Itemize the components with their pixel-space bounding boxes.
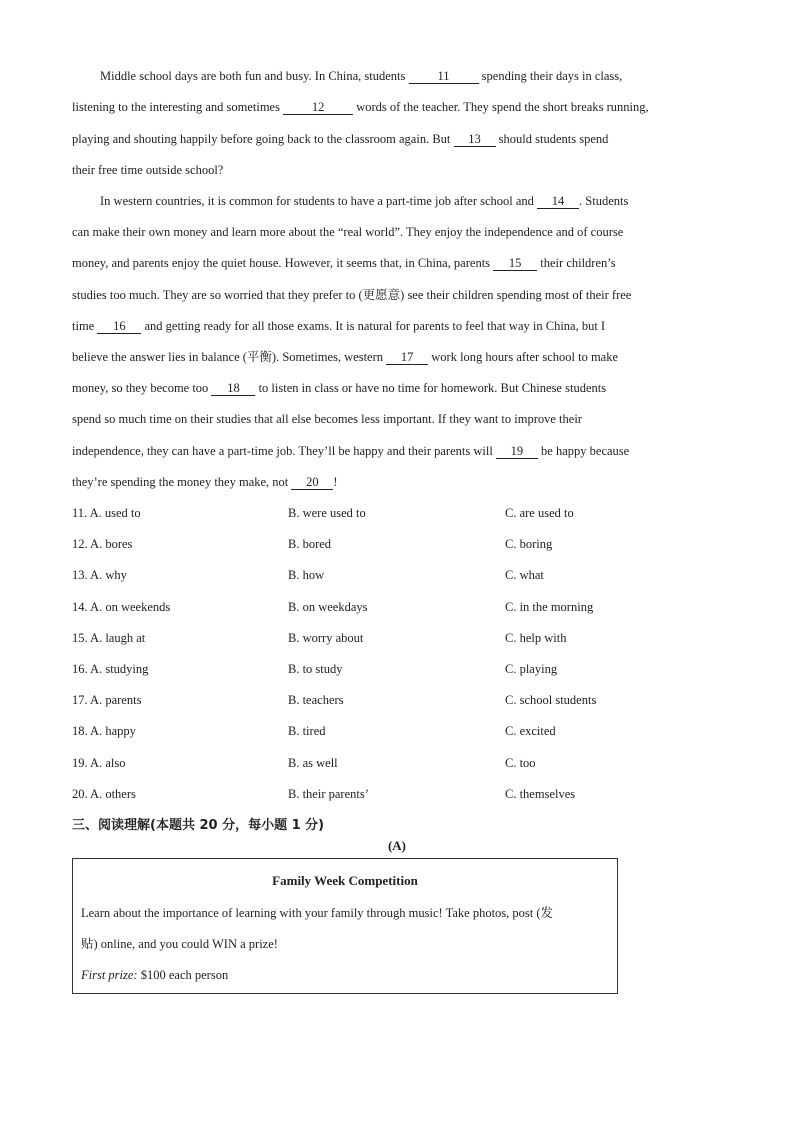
passage-line <box>72 443 629 459</box>
option-row <box>72 692 732 708</box>
section-title: 三、阅读理解(本题共 20 分，每小题 1 分) <box>72 818 325 833</box>
notice-title: Family Week Competition <box>272 873 418 888</box>
option-a: 18. A. happy <box>72 724 136 738</box>
passage-text: playing and shouting happily before going back to the classroom again. But <box>72 132 454 146</box>
answer-blank: 12 <box>283 100 353 115</box>
answer-blank: 16 <box>97 319 141 334</box>
passage-line <box>72 99 649 115</box>
option-row <box>72 630 732 646</box>
option-row <box>72 661 732 677</box>
answer-blank: 14 <box>537 194 579 209</box>
option-b: B. teachers <box>288 693 344 707</box>
prize-value: $100 each person <box>137 968 229 982</box>
passage-text: ! <box>333 475 338 489</box>
passage-text: their free time outside school? <box>72 163 224 177</box>
option-a: 12. A. bores <box>72 537 133 551</box>
option-c: C. school students <box>505 693 597 707</box>
option-row <box>72 567 732 583</box>
passage-line <box>72 318 605 334</box>
option-b: B. worry about <box>288 631 364 645</box>
option-a: 14. A. on weekends <box>72 600 171 614</box>
passage-text: words of the teacher. They spend the short breaks running, <box>353 100 649 114</box>
passage-line <box>100 193 628 209</box>
answer-blank: 20 <box>291 475 333 490</box>
option-b: B. bored <box>288 537 332 551</box>
option-c: C. boring <box>505 537 553 551</box>
passage-line <box>72 255 616 271</box>
option-row <box>72 755 732 771</box>
notice-prize <box>81 967 228 983</box>
passage-text: should students spend <box>495 132 609 146</box>
answer-blank: 13 <box>454 132 496 147</box>
passage-text: believe the answer lies in balance (平衡). Sometimes, western <box>72 350 387 364</box>
option-a: 19. A. also <box>72 756 126 770</box>
option-a: 20. A. others <box>72 787 136 801</box>
passage-text: work long hours after school to make <box>428 350 619 364</box>
passage-text: . Students <box>579 194 629 208</box>
notice-line-1: Learn about the importance of learning with your family through music! Take photos, post (发 <box>81 906 554 920</box>
notice-line-2: 贴) online, and you could WIN a prize! <box>81 937 278 951</box>
option-b: B. on weekdays <box>288 600 368 614</box>
option-c: C. in the morning <box>505 600 594 614</box>
passage-text: money, so they become too <box>72 381 212 395</box>
passage-line <box>72 411 582 427</box>
option-c: C. themselves <box>505 787 576 801</box>
passage-line <box>72 162 223 178</box>
option-a: 15. A. laugh at <box>72 631 146 645</box>
option-a: 13. A. why <box>72 568 127 582</box>
option-b: B. tired <box>288 724 326 738</box>
passage-line <box>72 380 606 396</box>
passage-line <box>72 349 618 365</box>
answer-blank: 15 <box>493 256 537 271</box>
passage-text: and getting ready for all those exams. It is natural for parents to feel that way in China, but I <box>141 319 606 333</box>
passage-text: Middle school days are both fun and busy. In China, students <box>100 69 409 83</box>
option-c: C. what <box>505 568 544 582</box>
passage-line <box>72 474 338 490</box>
passage-line <box>100 68 622 84</box>
passage-text: they’re spending the money they make, not <box>72 475 292 489</box>
option-a: 16. A. studying <box>72 662 149 676</box>
passage-text: spend so much time on their studies that all else becomes less important. If they want to improve their <box>72 412 582 426</box>
option-b: B. to study <box>288 662 343 676</box>
answer-blank: 11 <box>409 69 479 84</box>
passage-line <box>72 287 631 303</box>
option-row <box>72 786 732 802</box>
passage-text: money, and parents enjoy the quiet house. However, it seems that, in China, parents <box>72 256 494 270</box>
passage-text: studies too much. They are so worried that they prefer to (更愿意) see their children spending most of their free <box>72 288 632 302</box>
passage-label: (A) <box>387 838 407 853</box>
passage-line <box>72 131 608 147</box>
answer-blank: 17 <box>386 350 428 365</box>
passage-text: can make their own money and learn more about the “real world”. They enjoy the independence and of course <box>72 225 624 239</box>
passage-text: In western countries, it is common for students to have a part-time job after school and <box>100 194 538 208</box>
notice-box <box>72 858 618 994</box>
option-row <box>72 723 732 739</box>
passage-line <box>72 224 623 240</box>
option-b: B. were used to <box>288 506 366 520</box>
option-c: C. help with <box>505 631 567 645</box>
option-row <box>72 599 732 615</box>
passage-text: spending their days in class, <box>478 69 623 83</box>
option-row <box>72 505 732 521</box>
passage-text: time <box>72 319 98 333</box>
option-b: B. how <box>288 568 325 582</box>
passage-text: to listen in class or have no time for homework. But Chinese students <box>255 381 607 395</box>
option-c: C. too <box>505 756 536 770</box>
option-c: C. excited <box>505 724 556 738</box>
answer-blank: 18 <box>211 381 255 396</box>
option-b: B. as well <box>288 756 338 770</box>
passage-text: be happy because <box>537 444 630 458</box>
option-c: C. playing <box>505 662 558 676</box>
option-c: C. are used to <box>505 506 574 520</box>
option-b: B. their parents’ <box>288 787 369 801</box>
answer-blank: 19 <box>496 444 538 459</box>
passage-text: independence, they can have a part-time job. They’ll be happy and their parents will <box>72 444 496 458</box>
passage-text: listening to the interesting and sometimes <box>72 100 284 114</box>
option-a: 11. A. used to <box>72 506 141 520</box>
option-a: 17. A. parents <box>72 693 142 707</box>
prize-label: First prize: <box>81 968 138 982</box>
passage-text: their children’s <box>537 256 616 270</box>
option-row <box>72 536 732 552</box>
